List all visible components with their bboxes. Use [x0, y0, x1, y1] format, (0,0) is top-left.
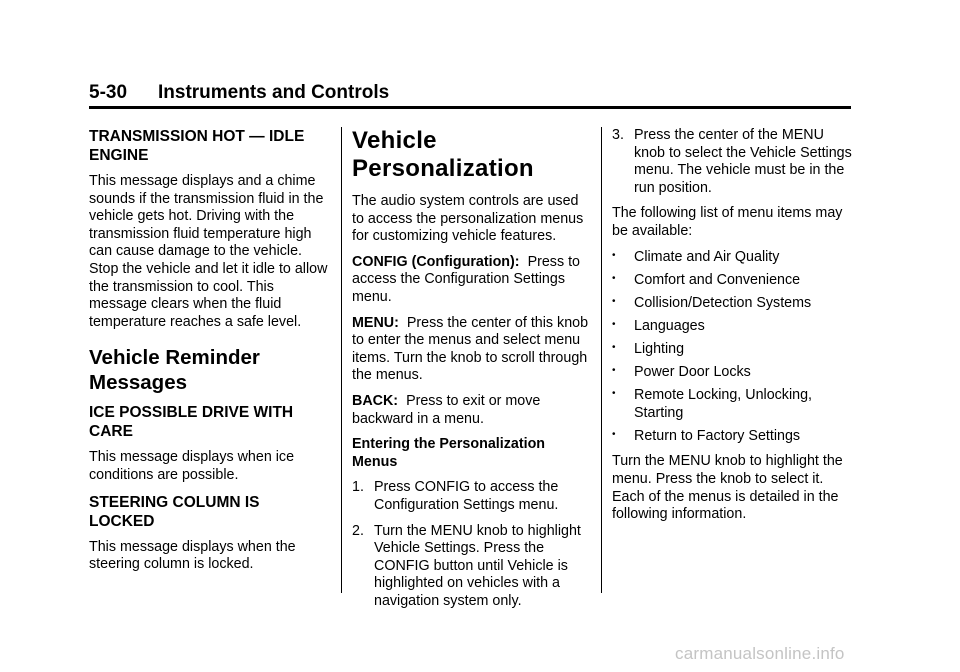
column-divider: [341, 127, 342, 593]
bullet-icon: •: [612, 318, 616, 330]
term-menu: MENU:: [352, 314, 399, 331]
list-item-text: Languages: [634, 317, 705, 334]
bullet-icon: •: [612, 428, 616, 440]
page-number: 5-30: [89, 82, 128, 103]
list-item-text: Collision/Detection Systems: [634, 294, 812, 311]
bullet-icon: •: [612, 272, 616, 284]
text-back: Press to exit or move backward in a menu.: [352, 392, 541, 427]
step-number: 2.: [352, 522, 364, 539]
step-number: 3.: [612, 127, 624, 143]
list-item: [612, 318, 852, 336]
text-menu: Press the center of this knob to enter the menus and select menu items. Turn the knob to scroll through the menus.: [352, 314, 589, 384]
step-text: Press the center of the MENU knob to select the Vehicle Settings menu. The vehicle must be in the run position.: [634, 127, 852, 196]
menu-items-list: [612, 249, 852, 446]
list-item: [612, 272, 852, 290]
bullet-icon: •: [612, 249, 616, 261]
term-back: BACK:: [352, 392, 399, 409]
term-config: CONFIG (Configuration):: [352, 253, 520, 270]
section-title: Instruments and Controls: [158, 82, 390, 103]
list-item: [612, 364, 852, 382]
page-header: [89, 80, 851, 109]
heading-transmission-hot: TRANSMISSION HOT — IDLE ENGINE: [89, 128, 305, 164]
bullet-icon: •: [612, 388, 616, 400]
list-item-text: Power Door Locks: [634, 364, 751, 381]
paragraph-menu-items-intro: The following list of menu items may be available:: [612, 205, 843, 239]
text-config: Press to access the Configuration Settings menu.: [352, 253, 581, 305]
paragraph-turn-menu-knob: Turn the MENU knob to highlight the menu. Press the knob to select it. Each of the menus is detailed in the following information.: [612, 453, 843, 523]
list-item-text: Remote Locking, Unlocking, Starting: [634, 387, 813, 421]
step-item: [352, 479, 592, 514]
paragraph-steering-locked: This message displays when the steering column is locked.: [89, 538, 296, 573]
bullet-icon: •: [612, 295, 616, 307]
column-left: [89, 127, 329, 582]
list-item: [612, 428, 852, 446]
paragraph-transmission-hot: This message displays and a chime sounds if the transmission fluid in the vehicle gets hot. Driving with the transmission fluid temperature high can cause damage to the vehicle. Stop the vehicle and let it idle to allow the transmission to cool. This message clears when the fluid temperature reaches a safe level.: [89, 173, 328, 330]
list-item-text: Return to Factory Settings: [634, 427, 801, 444]
paragraph-ice-possible: This message displays when ice conditions are possible.: [89, 449, 295, 483]
list-item-text: Comfort and Convenience: [634, 271, 801, 288]
paragraph-menu: [352, 315, 592, 385]
column-divider: [601, 127, 602, 593]
list-item: [612, 341, 852, 359]
paragraph-audio-controls: The audio system controls are used to access the personalization menus for customizing vehicle features.: [352, 193, 584, 245]
column-right: [612, 127, 852, 532]
list-item: [612, 387, 852, 422]
step-text: Press CONFIG to access the Configuration Settings menu.: [374, 479, 559, 513]
heading-ice-possible: ICE POSSIBLE DRIVE WITH CARE: [89, 404, 294, 441]
watermark: carmanualsonline.info: [675, 644, 845, 663]
bullet-icon: •: [612, 341, 616, 353]
list-item-text: Lighting: [634, 340, 685, 357]
step-text: Turn the MENU knob to highlight Vehicle Settings. Press the CONFIG button until Vehicle is highlighted on vehicles with a navigation system only.: [374, 522, 581, 609]
column-middle: [352, 127, 592, 618]
list-item-text: Climate and Air Quality: [634, 248, 780, 265]
heading-vehicle-personalization: Vehicle Personalization: [352, 127, 534, 182]
bullet-icon: •: [612, 365, 616, 377]
list-item: [612, 249, 852, 267]
heading-steering-locked: STEERING COLUMN IS LOCKED: [89, 493, 260, 530]
paragraph-config: [352, 254, 592, 307]
step-item: [352, 523, 592, 611]
heading-vehicle-reminder: Vehicle Reminder Messages: [89, 346, 260, 395]
step-item: [612, 127, 852, 197]
list-item: [612, 295, 852, 313]
paragraph-back: [352, 393, 592, 428]
subheading-entering-menus: Entering the Personalization Menus: [352, 436, 546, 470]
step-number: 1.: [352, 479, 364, 496]
